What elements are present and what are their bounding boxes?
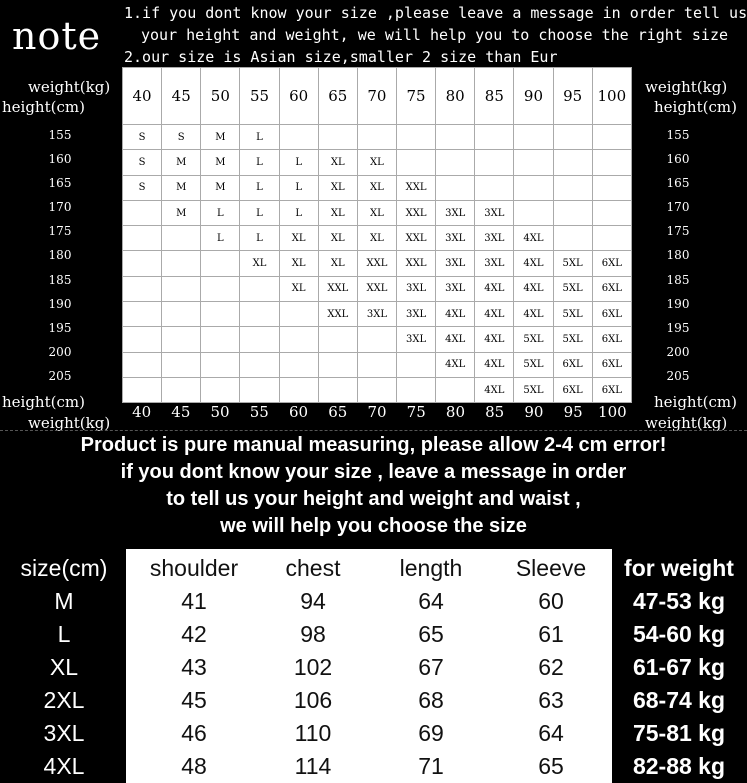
bottom-weight-label: 95 bbox=[563, 403, 583, 421]
height-label: 190 bbox=[48, 296, 72, 311]
measurement-cell: 114 bbox=[294, 753, 332, 779]
bottom-left-height-label: height(cm) bbox=[2, 393, 85, 411]
bottom-weight-label: 85 bbox=[485, 403, 505, 421]
size-cell: 4XL bbox=[475, 302, 514, 327]
size-cell: L bbox=[240, 175, 279, 200]
size-cell: 6XL bbox=[553, 352, 592, 377]
size-cell bbox=[436, 125, 475, 150]
bottom-weight-label: 40 bbox=[132, 403, 152, 421]
size-cell: S bbox=[123, 175, 162, 200]
size-cell bbox=[240, 276, 279, 301]
size-cell: 4XL bbox=[436, 302, 475, 327]
measurement-cell: 82-88 kg bbox=[632, 753, 726, 779]
size-cell: XL bbox=[357, 200, 396, 225]
measurement-cell: 106 bbox=[293, 687, 333, 713]
size-cell: M bbox=[201, 150, 240, 175]
size-cell bbox=[357, 327, 396, 352]
size-cell: XL bbox=[318, 150, 357, 175]
size-cell: 6XL bbox=[592, 302, 631, 327]
bottom-weight-label: 90 bbox=[524, 403, 544, 421]
size-cell bbox=[123, 226, 162, 251]
height-label: 195 bbox=[666, 320, 690, 335]
size-cell: L bbox=[240, 200, 279, 225]
size-cell: XL bbox=[318, 226, 357, 251]
size-cell bbox=[318, 327, 357, 352]
height-label: 205 bbox=[48, 368, 72, 383]
size-cell: 5XL bbox=[514, 327, 553, 352]
measurement-cell: 2XL bbox=[43, 687, 85, 713]
size-cell bbox=[201, 251, 240, 276]
height-label: 180 bbox=[666, 248, 690, 263]
height-label: 160 bbox=[666, 152, 690, 167]
size-cell: L bbox=[201, 200, 240, 225]
height-label: 175 bbox=[666, 224, 690, 239]
measurement-cell: 4XL bbox=[43, 753, 85, 779]
size-cell bbox=[123, 377, 162, 402]
size-cell: L bbox=[279, 200, 318, 225]
measurement-cell: 61 bbox=[538, 621, 564, 647]
size-cell: M bbox=[201, 125, 240, 150]
size-cell bbox=[162, 377, 201, 402]
size-cell: 4XL bbox=[514, 302, 553, 327]
size-cell bbox=[553, 200, 592, 225]
size-cell: XL bbox=[279, 276, 318, 301]
size-cell bbox=[318, 125, 357, 150]
bottom-right-weight-label: weight(kg) bbox=[645, 414, 728, 432]
size-cell: S bbox=[123, 150, 162, 175]
right-height-label: height(cm) bbox=[654, 98, 737, 116]
size-cell bbox=[592, 175, 631, 200]
bottom-left-weight-label: weight(kg) bbox=[28, 414, 111, 432]
measurement-cell: 62 bbox=[538, 654, 564, 680]
measurement-cell: 3XL bbox=[43, 720, 85, 746]
weight-header-cell: 95 bbox=[553, 68, 592, 125]
height-label: 185 bbox=[48, 272, 72, 287]
height-label: 200 bbox=[666, 344, 690, 359]
size-cell bbox=[201, 327, 240, 352]
size-cell bbox=[514, 150, 553, 175]
size-cell: 3XL bbox=[436, 200, 475, 225]
size-cell: XXL bbox=[357, 251, 396, 276]
size-cell bbox=[514, 200, 553, 225]
size-grid-row bbox=[123, 175, 632, 200]
size-cell bbox=[162, 226, 201, 251]
size-cell: XXL bbox=[357, 276, 396, 301]
size-cell bbox=[592, 150, 631, 175]
measurement-cell: 47-53 kg bbox=[632, 588, 726, 614]
measurement-cell: 110 bbox=[294, 720, 332, 746]
size-cell: XL bbox=[279, 251, 318, 276]
measurement-cell: 61-67 kg bbox=[632, 654, 726, 680]
size-grid-row bbox=[123, 352, 632, 377]
size-cell: XXL bbox=[396, 175, 435, 200]
size-cell: 3XL bbox=[436, 276, 475, 301]
measurement-cell: 67 bbox=[418, 654, 444, 680]
size-cell: XL bbox=[357, 150, 396, 175]
size-cell bbox=[318, 377, 357, 402]
weight-header-cell: 80 bbox=[436, 68, 475, 125]
size-cell bbox=[201, 276, 240, 301]
size-cell: L bbox=[279, 150, 318, 175]
size-cell: 3XL bbox=[396, 327, 435, 352]
size-grid-row bbox=[123, 377, 632, 402]
measurement-cell: 71 bbox=[418, 753, 444, 779]
size-cell: XXL bbox=[396, 200, 435, 225]
size-cell bbox=[162, 302, 201, 327]
size-cell: 3XL bbox=[396, 276, 435, 301]
weight-header-cell: 100 bbox=[592, 68, 631, 125]
size-cell: 5XL bbox=[514, 377, 553, 402]
size-cell: 4XL bbox=[514, 251, 553, 276]
size-cell bbox=[396, 377, 435, 402]
size-cell bbox=[514, 125, 553, 150]
height-label: 155 bbox=[666, 128, 690, 142]
size-grid-row bbox=[123, 302, 632, 327]
size-cell bbox=[123, 302, 162, 327]
size-cell: 3XL bbox=[475, 251, 514, 276]
size-cell bbox=[357, 377, 396, 402]
left-weight-label: weight(kg) bbox=[28, 78, 111, 96]
measurement-cell: 102 bbox=[293, 654, 333, 680]
measurement-cell: 63 bbox=[538, 687, 564, 713]
size-cell: 4XL bbox=[475, 377, 514, 402]
height-label: 155 bbox=[48, 128, 72, 142]
size-cell bbox=[162, 251, 201, 276]
weight-header-cell: 85 bbox=[475, 68, 514, 125]
weight-header-cell: 40 bbox=[123, 68, 162, 125]
height-label: 170 bbox=[666, 200, 690, 215]
size-cell: XL bbox=[279, 226, 318, 251]
size-grid-row bbox=[123, 276, 632, 301]
measurement-cell: 46 bbox=[181, 720, 207, 746]
size-cell bbox=[279, 302, 318, 327]
measurement-cell: 94 bbox=[300, 588, 326, 614]
height-label: 175 bbox=[48, 224, 72, 239]
size-cell bbox=[201, 302, 240, 327]
measurement-cell: 43 bbox=[181, 654, 207, 680]
size-cell: 4XL bbox=[475, 276, 514, 301]
size-cell: M bbox=[162, 150, 201, 175]
bottom-weight-label: 65 bbox=[328, 403, 348, 421]
height-label: 195 bbox=[48, 320, 72, 335]
height-label: 180 bbox=[48, 248, 72, 263]
size-grid bbox=[122, 67, 632, 403]
notice-line-4: we will help you choose the size bbox=[220, 515, 527, 537]
size-grid-row bbox=[123, 251, 632, 276]
measurement-cell: 64 bbox=[418, 588, 444, 614]
notice-line-2: if you dont know your size , leave a message in order bbox=[120, 461, 627, 483]
size-cell bbox=[123, 327, 162, 352]
bottom-weight-label: 55 bbox=[249, 403, 269, 421]
size-cell bbox=[396, 150, 435, 175]
measurement-cell: 48 bbox=[181, 753, 207, 779]
size-cell: 6XL bbox=[592, 327, 631, 352]
measurement-cell: 65 bbox=[418, 621, 444, 647]
size-cell bbox=[318, 352, 357, 377]
size-cell: XL bbox=[357, 175, 396, 200]
measurement-cell: 60 bbox=[538, 588, 564, 614]
measurement-cell: L bbox=[57, 621, 71, 647]
weight-header-cell: 90 bbox=[514, 68, 553, 125]
size-cell: S bbox=[162, 125, 201, 150]
height-label: 205 bbox=[666, 368, 690, 383]
weight-header-cell: 65 bbox=[318, 68, 357, 125]
size-cell: XXL bbox=[396, 226, 435, 251]
measurement-cell: 42 bbox=[181, 621, 207, 647]
size-cell: 6XL bbox=[592, 251, 631, 276]
measurement-header: for weight bbox=[624, 555, 734, 581]
measurement-cell: 75-81 kg bbox=[632, 720, 726, 746]
measurement-header: chest bbox=[285, 555, 341, 581]
size-cell: 4XL bbox=[436, 352, 475, 377]
bottom-right-height-label: height(cm) bbox=[654, 393, 737, 411]
size-cell: 3XL bbox=[436, 251, 475, 276]
size-cell bbox=[436, 150, 475, 175]
measurement-cell: 68 bbox=[418, 687, 444, 713]
size-cell bbox=[201, 352, 240, 377]
bottom-weight-label: 50 bbox=[210, 403, 230, 421]
size-cell bbox=[162, 327, 201, 352]
height-label: 165 bbox=[48, 176, 72, 191]
size-cell: XXL bbox=[318, 276, 357, 301]
size-cell bbox=[240, 327, 279, 352]
measurement-cell: M bbox=[54, 588, 74, 614]
size-cell: 5XL bbox=[553, 327, 592, 352]
size-cell bbox=[201, 377, 240, 402]
weight-header-cell: 70 bbox=[357, 68, 396, 125]
size-cell: L bbox=[279, 175, 318, 200]
size-cell: 3XL bbox=[357, 302, 396, 327]
size-cell bbox=[123, 251, 162, 276]
size-cell: 5XL bbox=[553, 302, 592, 327]
size-grid-row bbox=[123, 327, 632, 352]
bottom-weight-label: 75 bbox=[406, 403, 426, 421]
bottom-weight-label: 45 bbox=[171, 403, 191, 421]
measurement-header: size(cm) bbox=[20, 555, 108, 581]
size-cell bbox=[475, 175, 514, 200]
size-cell: 4XL bbox=[436, 327, 475, 352]
size-cell: XL bbox=[318, 200, 357, 225]
size-cell: S bbox=[123, 125, 162, 150]
weight-header-cell: 50 bbox=[201, 68, 240, 125]
weight-header-cell: 45 bbox=[162, 68, 201, 125]
weight-header-cell: 60 bbox=[279, 68, 318, 125]
size-cell: 5XL bbox=[553, 276, 592, 301]
measurement-header: shoulder bbox=[149, 555, 239, 581]
size-cell: XL bbox=[318, 175, 357, 200]
size-cell: 3XL bbox=[396, 302, 435, 327]
weight-header-cell: 55 bbox=[240, 68, 279, 125]
size-cell: 6XL bbox=[553, 377, 592, 402]
size-grid-row bbox=[123, 150, 632, 175]
size-cell: 6XL bbox=[592, 377, 631, 402]
size-cell bbox=[475, 125, 514, 150]
size-cell bbox=[396, 352, 435, 377]
bottom-weight-label: 100 bbox=[598, 403, 627, 421]
size-cell bbox=[240, 377, 279, 402]
height-label: 200 bbox=[48, 344, 72, 359]
note-title: note bbox=[12, 14, 102, 58]
notice-line-3: to tell us your height and weight and waist , bbox=[166, 488, 581, 510]
size-cell: 3XL bbox=[436, 226, 475, 251]
measurement-header: length bbox=[399, 555, 463, 581]
size-cell: M bbox=[162, 200, 201, 225]
size-cell bbox=[279, 125, 318, 150]
size-cell: L bbox=[240, 150, 279, 175]
note-line-3: 2.our size is Asian size,smaller 2 size than Eur bbox=[124, 48, 558, 66]
size-cell bbox=[592, 200, 631, 225]
size-cell bbox=[396, 125, 435, 150]
measurement-cell: 64 bbox=[538, 720, 564, 746]
size-cell: L bbox=[201, 226, 240, 251]
bottom-weight-label: 60 bbox=[288, 403, 309, 421]
measurement-cell: XL bbox=[49, 654, 79, 680]
measurement-cell: 41 bbox=[181, 588, 207, 614]
size-cell bbox=[279, 377, 318, 402]
size-cell bbox=[592, 226, 631, 251]
measurement-cell: 98 bbox=[300, 621, 326, 647]
size-cell bbox=[240, 352, 279, 377]
size-cell: XL bbox=[357, 226, 396, 251]
size-cell bbox=[123, 276, 162, 301]
size-cell bbox=[553, 226, 592, 251]
size-cell bbox=[357, 125, 396, 150]
size-cell: M bbox=[162, 175, 201, 200]
left-height-label: height(cm) bbox=[2, 98, 85, 116]
size-cell bbox=[357, 352, 396, 377]
section-divider bbox=[0, 430, 747, 433]
size-cell: XXL bbox=[318, 302, 357, 327]
size-cell bbox=[279, 352, 318, 377]
size-cell: 5XL bbox=[553, 251, 592, 276]
note-line-1: 1.if you dont know your size ,please leave a message in order tell us bbox=[124, 4, 747, 22]
size-cell: 3XL bbox=[475, 200, 514, 225]
size-cell bbox=[553, 150, 592, 175]
measurement-cell: 54-60 kg bbox=[632, 621, 726, 647]
measurement-header: Sleeve bbox=[515, 555, 587, 581]
size-cell: L bbox=[240, 125, 279, 150]
weight-header-cell: 75 bbox=[396, 68, 435, 125]
size-cell: M bbox=[201, 175, 240, 200]
size-cell: 6XL bbox=[592, 352, 631, 377]
size-cell: 5XL bbox=[514, 352, 553, 377]
size-cell: XL bbox=[240, 251, 279, 276]
height-label: 185 bbox=[666, 272, 690, 287]
size-grid-row bbox=[123, 226, 632, 251]
size-cell bbox=[475, 150, 514, 175]
right-weight-label: weight(kg) bbox=[645, 78, 728, 96]
size-cell bbox=[436, 175, 475, 200]
size-cell bbox=[279, 327, 318, 352]
height-label: 160 bbox=[48, 152, 72, 167]
size-cell bbox=[162, 276, 201, 301]
bottom-weight-label: 80 bbox=[445, 403, 465, 421]
size-cell: 6XL bbox=[592, 276, 631, 301]
size-cell: XXL bbox=[396, 251, 435, 276]
size-cell: 4XL bbox=[475, 352, 514, 377]
size-cell: L bbox=[240, 226, 279, 251]
height-label: 190 bbox=[666, 296, 690, 311]
size-grid-row bbox=[123, 125, 632, 150]
measurement-cell: 69 bbox=[418, 720, 444, 746]
measurement-cell: 68-74 kg bbox=[632, 687, 726, 713]
size-cell bbox=[436, 377, 475, 402]
measurement-cell: 65 bbox=[538, 753, 564, 779]
notice-line-1: Product is pure manual measuring, please allow 2-4 cm error! bbox=[80, 434, 667, 456]
size-cell: 4XL bbox=[475, 327, 514, 352]
size-cell bbox=[162, 352, 201, 377]
size-cell bbox=[553, 175, 592, 200]
size-grid-row bbox=[123, 200, 632, 225]
size-cell bbox=[592, 125, 631, 150]
note-line-2: your height and weight, we will help you to choose the right size bbox=[141, 26, 728, 44]
height-label: 165 bbox=[666, 176, 690, 191]
height-label: 170 bbox=[48, 200, 72, 215]
size-cell: 4XL bbox=[514, 276, 553, 301]
size-cell bbox=[553, 125, 592, 150]
size-cell: 3XL bbox=[475, 226, 514, 251]
measurement-cell: 45 bbox=[181, 687, 207, 713]
size-cell: 4XL bbox=[514, 226, 553, 251]
size-cell bbox=[123, 352, 162, 377]
size-cell bbox=[123, 200, 162, 225]
size-cell: XL bbox=[318, 251, 357, 276]
size-cell bbox=[240, 302, 279, 327]
bottom-weight-label: 70 bbox=[367, 403, 387, 421]
size-cell bbox=[514, 175, 553, 200]
